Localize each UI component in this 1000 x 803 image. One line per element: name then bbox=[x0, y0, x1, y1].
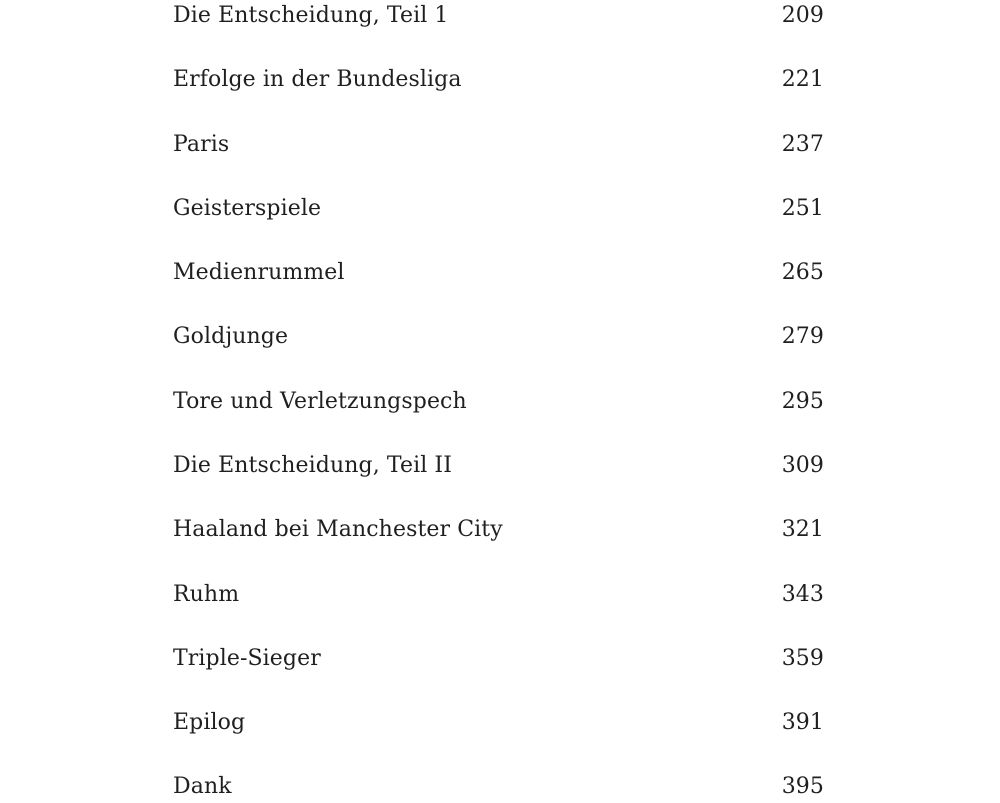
toc-entry bbox=[173, 450, 824, 482]
toc-entry bbox=[173, 771, 824, 803]
toc-entry-page-number: 309 bbox=[781, 453, 824, 478]
toc-entry-title: Haaland bei Manchester City bbox=[173, 517, 503, 542]
toc-entry-title: Geisterspiele bbox=[173, 196, 322, 221]
toc-entry-page-number: 265 bbox=[781, 260, 824, 285]
toc-entry bbox=[173, 321, 824, 353]
toc-entry bbox=[173, 386, 824, 418]
toc-entry-title: Goldjunge bbox=[173, 324, 289, 349]
toc-entry-page-number: 279 bbox=[781, 324, 824, 349]
toc-entry-title: Paris bbox=[173, 132, 230, 157]
toc-entry-title: Triple-Sieger bbox=[173, 646, 321, 671]
toc-entry bbox=[173, 193, 824, 225]
toc-entry-title: Dank bbox=[173, 774, 232, 799]
toc-entry-page-number: 343 bbox=[781, 582, 824, 607]
toc-entry bbox=[173, 257, 824, 289]
toc-entry-page-number: 359 bbox=[781, 646, 824, 671]
toc-entry-title: Die Entscheidung, Teil 1 bbox=[173, 3, 449, 28]
toc-entry-page-number: 221 bbox=[781, 67, 824, 92]
toc-entry-page-number: 391 bbox=[781, 710, 824, 735]
toc-entry bbox=[173, 129, 824, 161]
toc-entry bbox=[173, 707, 824, 739]
toc-entry-title: Erfolge in der Bundesliga bbox=[173, 67, 462, 92]
toc-entry bbox=[173, 579, 824, 611]
toc-entry bbox=[173, 514, 824, 546]
toc-entry-page-number: 251 bbox=[781, 196, 824, 221]
toc-entry-page-number: 237 bbox=[781, 132, 824, 157]
toc-entry-page-number: 295 bbox=[781, 389, 824, 414]
toc-entry bbox=[173, 64, 824, 96]
toc-entry bbox=[173, 0, 824, 32]
toc-entry-title: Medienrummel bbox=[173, 260, 345, 285]
toc-entry-page-number: 321 bbox=[781, 517, 824, 542]
toc-entry-title: Die Entscheidung, Teil II bbox=[173, 453, 453, 478]
toc-entry-title: Tore und Verletzungspech bbox=[173, 389, 467, 414]
toc-entry-title: Ruhm bbox=[173, 582, 240, 607]
toc-entry-page-number: 395 bbox=[781, 774, 824, 799]
toc-entry bbox=[173, 643, 824, 675]
toc-entry-title: Epilog bbox=[173, 710, 246, 735]
toc-entry-page-number: 209 bbox=[781, 3, 824, 28]
